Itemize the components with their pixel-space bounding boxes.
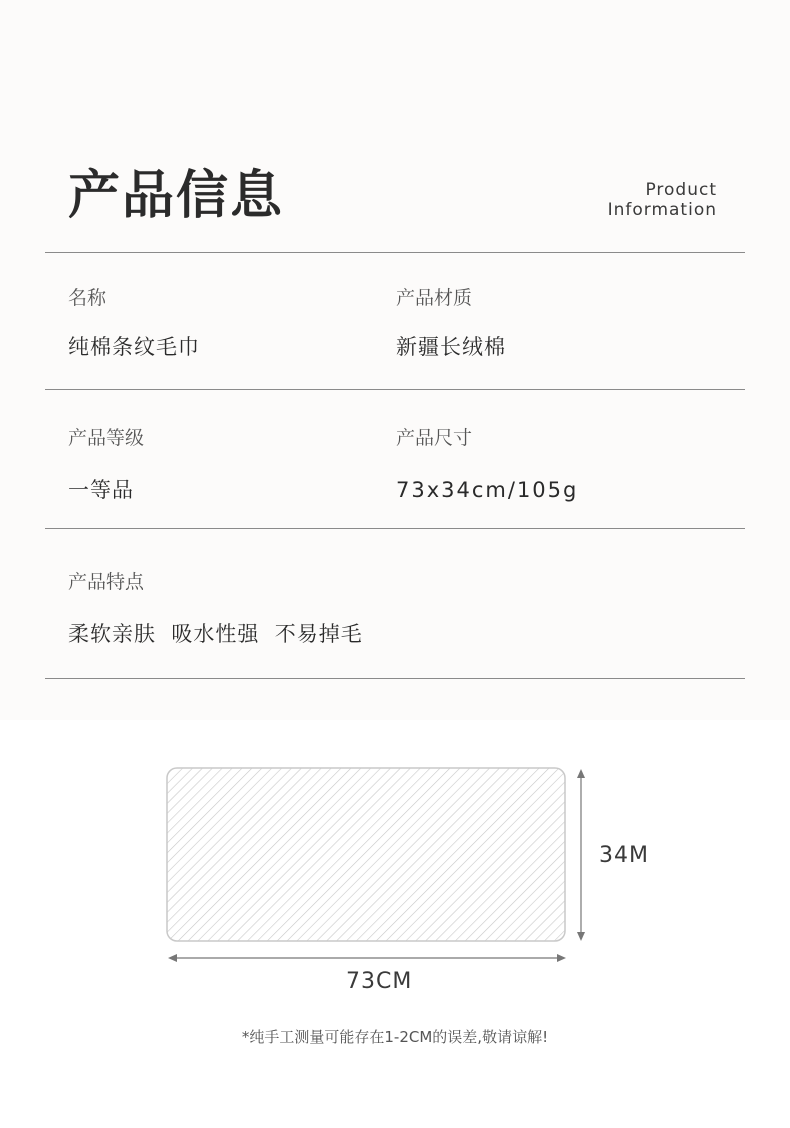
- width-arrow: [168, 954, 566, 962]
- material-label: 产品材质: [396, 287, 473, 309]
- features-label: 产品特点: [68, 571, 145, 593]
- height-dimension-label: 34M: [599, 843, 649, 868]
- size-value: 73x34cm/105g: [396, 478, 579, 502]
- name-label: 名称: [68, 287, 107, 309]
- width-dimension-label: 73CM: [346, 969, 413, 994]
- name-value: 纯棉条纹毛巾: [68, 335, 200, 359]
- grade-label: 产品等级: [68, 427, 145, 449]
- page-title: 产品信息: [68, 166, 285, 226]
- grade-value: 一等品: [68, 478, 134, 502]
- features-value: 柔软亲肤 吸水性强 不易掉毛: [68, 622, 363, 646]
- size-label: 产品尺寸: [396, 427, 473, 449]
- subtitle-line-2: Information: [607, 200, 717, 220]
- material-value: 新疆长绒棉: [396, 335, 506, 359]
- subtitle-line-1: Product: [645, 180, 717, 200]
- towel-shape: [167, 768, 565, 941]
- measurement-note: *纯手工测量可能存在1-2CM的误差,敬请谅解!: [241, 1028, 549, 1046]
- height-arrow: [577, 769, 585, 941]
